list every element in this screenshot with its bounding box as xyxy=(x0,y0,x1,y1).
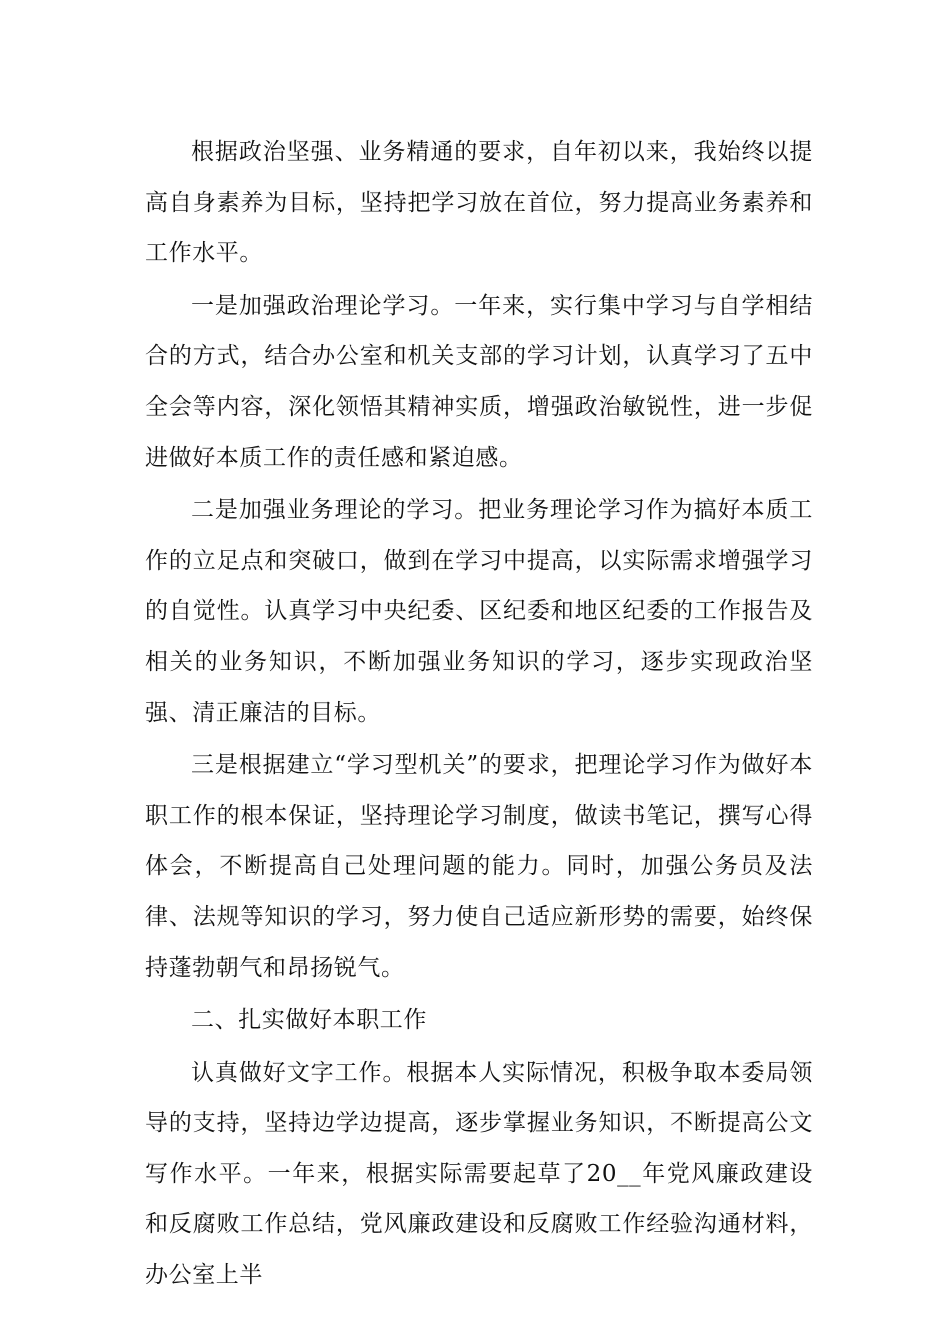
section-heading: 二、扎实做好本职工作 xyxy=(191,1007,427,1034)
paragraph-writing-work: 认真做好文字工作。根据本人实际情况，积极争取本委局领导的支持，坚持边学边提高，逐步掌握业务知识，不断提高公文写作水平。一年来，根据实际需要起草了20__年党风廉政建设和反腐败工作总结，党风廉政建设和反腐败工作经验沟通材料，办公室上半 xyxy=(145,1059,813,1289)
paragraph-learning-organization: 三是根据建立“学习型机关”的要求，把理论学习作为做好本职工作的根本保证，坚持理论学习制度，做读书笔记，撰写心得体会，不断提高自己处理问题的能力。同时，加强公务员及法律、法规等知识的学习，努力使自己适应新形势的需要，始终保持蓬勃朝气和昂扬锐气。 xyxy=(145,752,813,981)
paragraph-business-theory: 二是加强业务理论的学习。把业务理论学习作为搞好本质工作的立足点和突破口，做到在学习中提高，以实际需求增强学习的自觉性。认真学习中央纪委、区纪委和地区纪委的工作报告及相关的业务知识，不断加强业务知识的学习，逐步实现政治坚强、清正廉洁的目标。 xyxy=(145,497,813,726)
document-body xyxy=(145,127,813,1303)
paragraph-study-goal: 根据政治坚强、业务精通的要求，自年初以来，我始终以提高自身素养为目标，坚持把学习放在首位，努力提高业务素养和工作水平。 xyxy=(145,139,813,267)
paragraph-political-theory: 一是加强政治理论学习。一年来，实行集中学习与自学相结合的方式，结合办公室和机关支部的学习计划，认真学习了五中全会等内容，深化领悟其精神实质，增强政治敏锐性，进一步促进做好本质工作的责任感和紧迫感。 xyxy=(145,292,813,471)
